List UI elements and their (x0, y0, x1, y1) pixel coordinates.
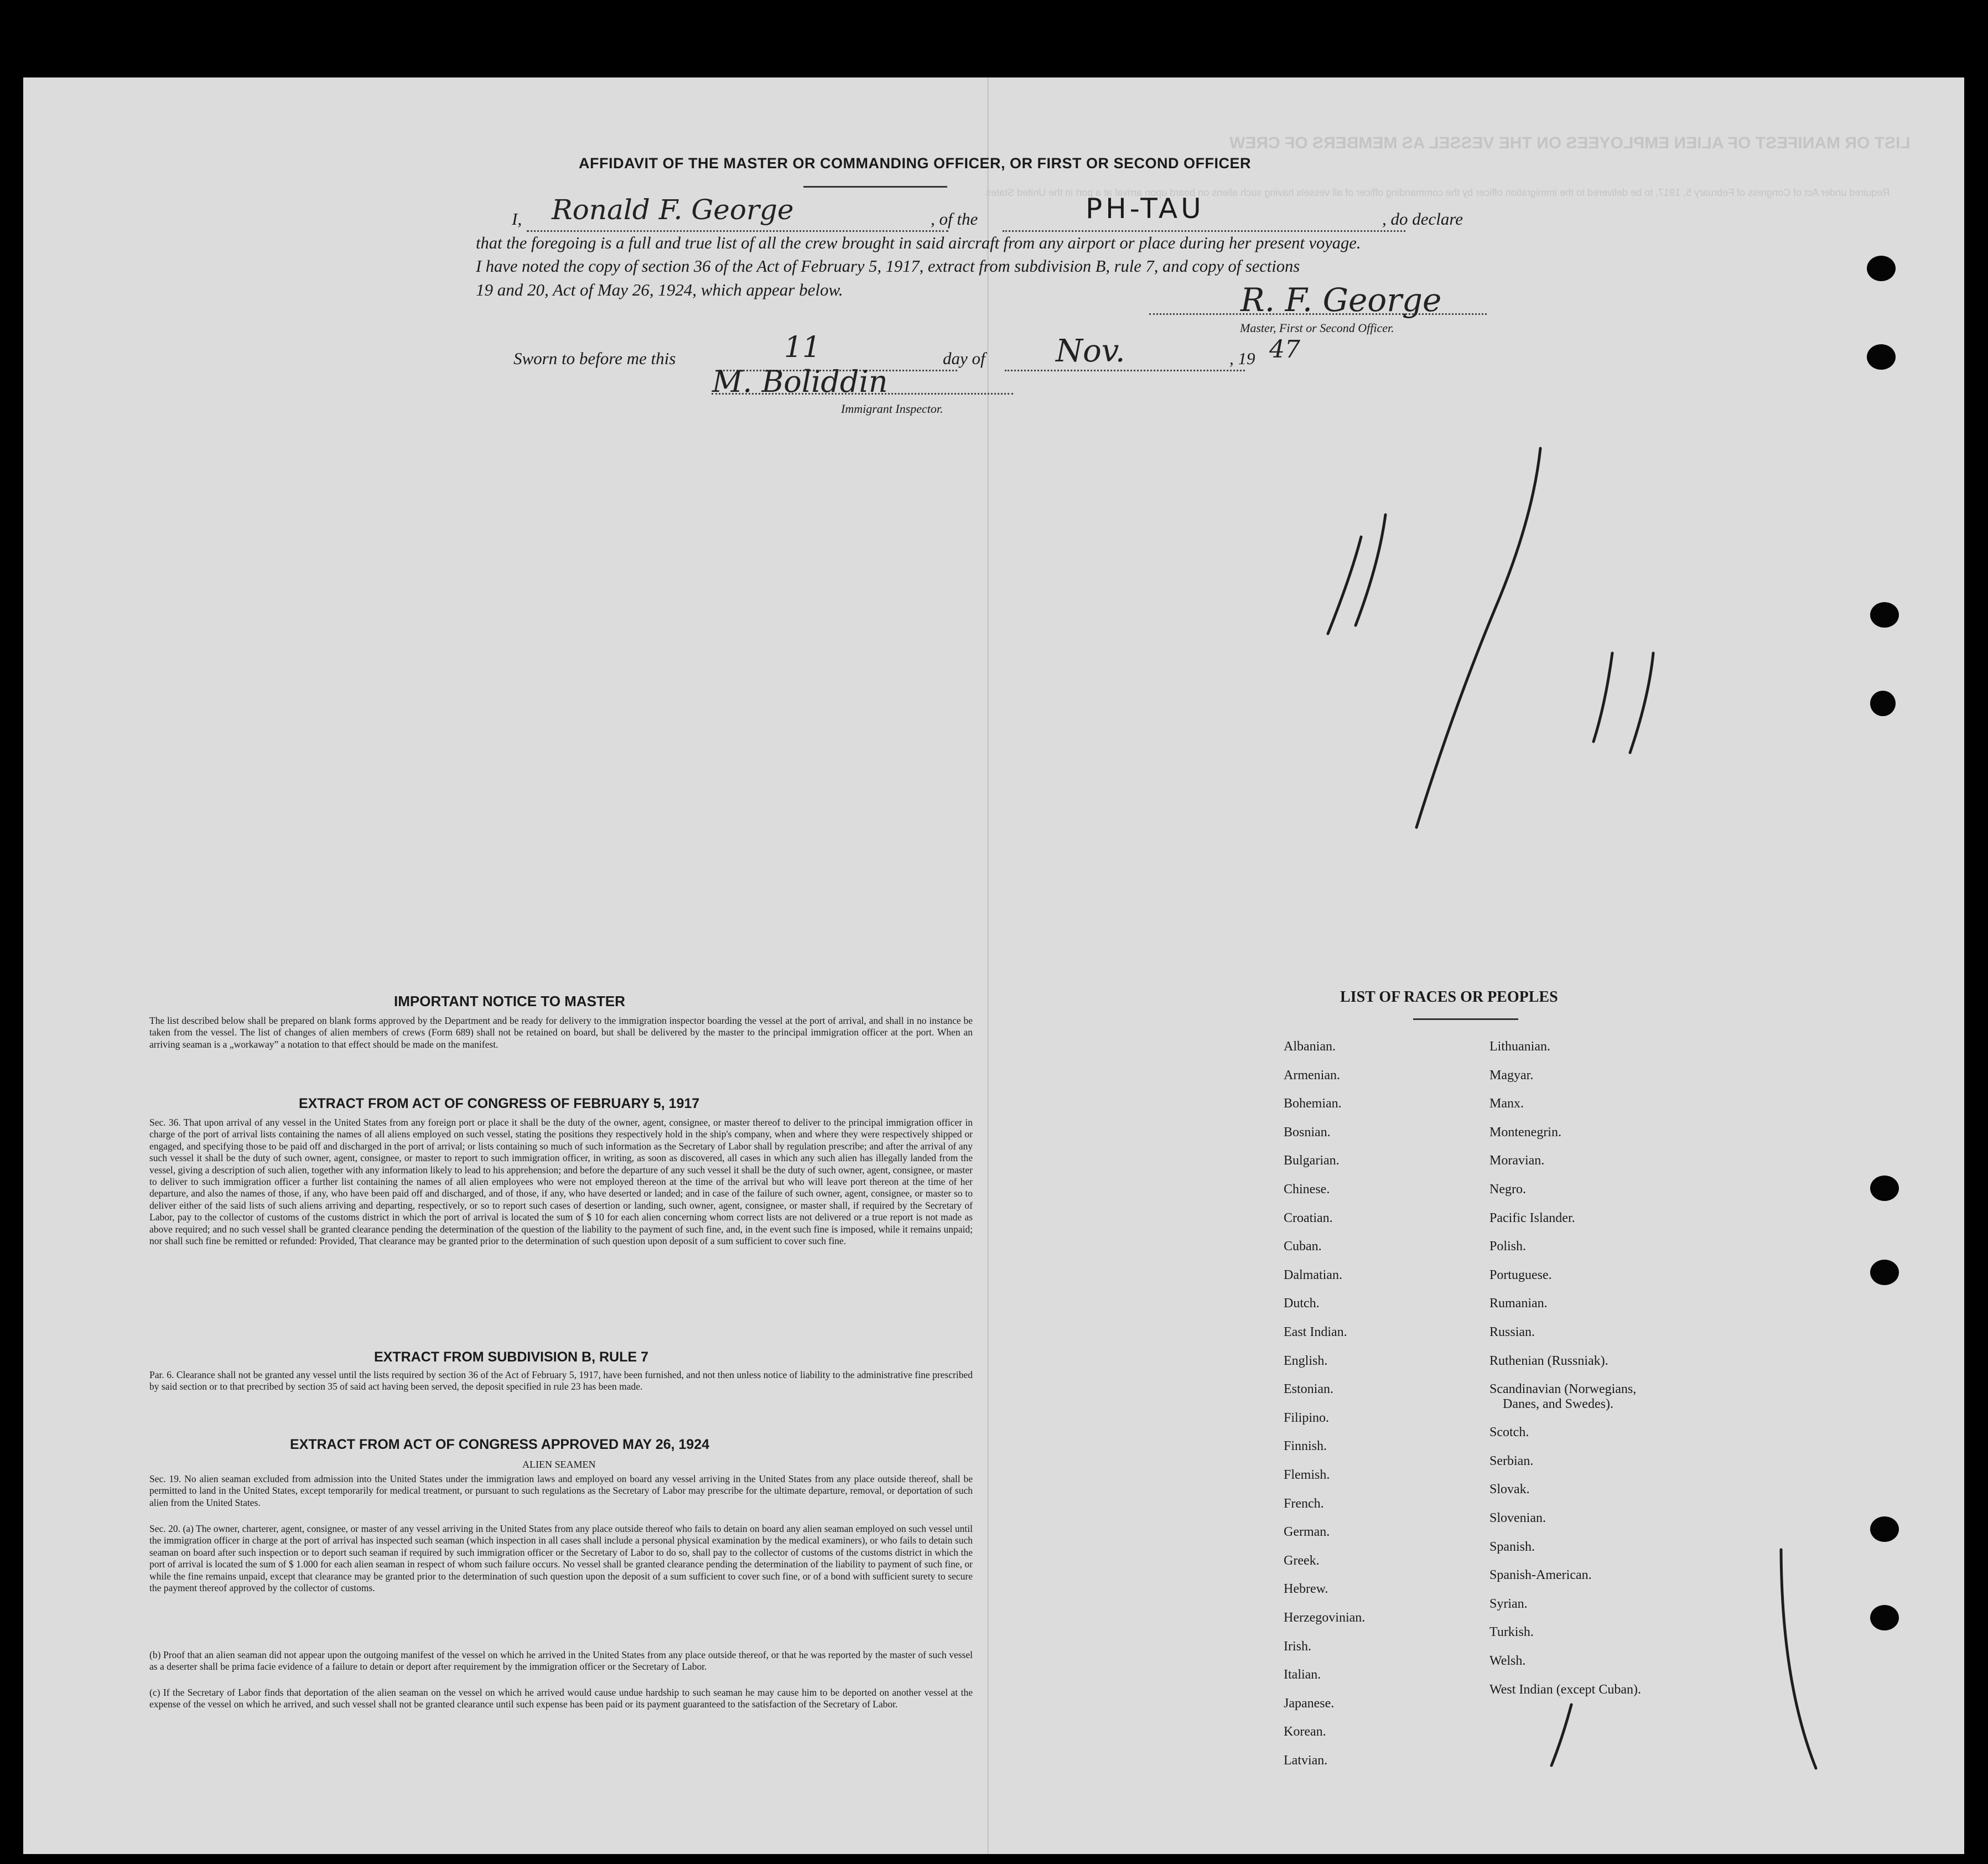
affidavit-line-3: I have noted the copy of section 36 of the Act of February 5, 1917, extract from subdivision B, rule 7, and copy of sections (476, 257, 1300, 276)
race-item: Serbian. (1489, 1453, 1534, 1468)
race-item: Scotch. (1489, 1425, 1529, 1440)
race-item: Armenian. (1284, 1068, 1340, 1083)
affidavit-i-label: I, (512, 209, 522, 229)
race-item: Bulgarian. (1284, 1153, 1340, 1168)
notice-body: The list described below shall be prepared on blank forms approved by the Department and be ready for delivery to the immigration inspector boarding the vessel at the port of arrival, and shall in no instance be taken from the vessel. The list of changes of alien members of crews (Form 689) shall not be retained on board, but shall be delivered by the master to the principal immigration officer at the port. When an arriving seaman is a „workaway” a notation to that effect should be made on the manifest. (149, 1015, 973, 1050)
race-item: Irish. (1284, 1639, 1311, 1654)
master-caption: Master, First or Second Officer. (1240, 321, 1394, 335)
sec-19-text: Sec. 19. No alien seaman excluded from admission into the United States under the immigration laws and employed on board any vessel arriving in the United States from any place outside thereof, shall be permitted to land in the United States, except temporarily for medical treatment, or pursuant to such regulations as the Secretary of Labor may prescribe for the ultimate departure, removal, or deportation of such alien from the United States. (149, 1473, 973, 1508)
race-item: English. (1284, 1353, 1328, 1368)
sworn-month: Nov. (1056, 333, 1125, 369)
race-item: Ruthenian (Russniak). (1489, 1353, 1608, 1368)
master-signature: R. F. George (1240, 281, 1442, 319)
race-item: Flemish. (1284, 1468, 1330, 1482)
race-item: Spanish. (1489, 1539, 1535, 1554)
punch-hole (1870, 1605, 1899, 1630)
race-item: Japanese. (1284, 1696, 1335, 1711)
races-title-rule (1413, 1018, 1518, 1020)
race-item: West Indian (except Cuban). (1489, 1682, 1641, 1697)
race-item: German. (1284, 1525, 1330, 1540)
affidavit-title: AFFIDAVIT OF THE MASTER OR COMMANDING OFFICER, OR FIRST OR SECOND OFFICER (579, 155, 1251, 172)
subdivision-b-title: EXTRACT FROM SUBDIVISION B, RULE 7 (374, 1349, 648, 1365)
race-item: East Indian. (1284, 1325, 1347, 1339)
year-suffix: 47 (1269, 335, 1300, 364)
race-item: Filipino. (1284, 1410, 1330, 1425)
races-title: LIST OF RACES OR PEOPLES (1340, 988, 1558, 1006)
race-item: Montenegrin. (1489, 1125, 1561, 1140)
race-item: Turkish. (1489, 1625, 1534, 1640)
race-item: Bosnian. (1284, 1125, 1331, 1140)
punch-hole (1870, 1260, 1899, 1285)
punch-hole (1867, 344, 1896, 370)
punch-hole (1870, 1176, 1899, 1201)
bleed-through-subheader: Required under Act of Congress of February 5, 1917, to be delivered to the immigration officer by the commanding officer of all vessels having such aliens on board upon arrival at a port in the United States (986, 187, 1890, 198)
race-item: Greek. (1284, 1553, 1320, 1568)
punch-hole (1867, 256, 1896, 281)
race-item: Manx. (1489, 1096, 1524, 1111)
race-item: Spanish-American. (1489, 1568, 1592, 1583)
race-item: Herzegovinian. (1284, 1611, 1366, 1625)
affidavit-line-4: 19 and 20, Act of May 26, 1924, which appear below. (476, 280, 843, 299)
punch-hole (1870, 691, 1896, 716)
race-item: Russian. (1489, 1325, 1535, 1339)
race-item: Finnish. (1284, 1439, 1327, 1454)
document-page (23, 77, 1964, 1854)
race-item: Latvian. (1284, 1753, 1328, 1768)
officer-name-handwritten: Ronald F. George (552, 194, 794, 226)
race-item: Lithuanian. (1489, 1039, 1550, 1054)
race-item: Estonian. (1284, 1382, 1333, 1397)
affidavit-line-2: that the foregoing is a full and true list of all the crew brought in said aircraft from any airport or place during her present voyage. (476, 234, 1361, 252)
punch-hole (1870, 1516, 1899, 1542)
race-item: Moravian. (1489, 1153, 1545, 1168)
year-prefix: , 19 (1229, 349, 1255, 368)
race-item: Polish. (1489, 1239, 1527, 1254)
inspector-signature: M. Boliddin (712, 364, 888, 399)
race-item: Slovenian. (1489, 1511, 1546, 1525)
extract-1917-body: Sec. 36. That upon arrival of any vessel in the United States from any foreign port or place it shall be the duty of the owner, agent, consignee, or master thereof to deliver to the principal immigration officer in charge of the port of arrival lists containing the names of all aliens employed on such vessel, stating the positions they respectively hold in the ship's company, when and where they were respectively shipped or engaged, and specifying those to be paid off and discharged in the port of arrival; or lists containing so much of such information as the Secretary of Labor shall by regulation prescribe; and after the arrival of any such vessel it shall be the duty of such owner, agent, consignee, or master to report to such immigration officer, in writing, as soon as discovered, all cases in which any such alien has illegally landed from the vessel, giving a description of such alien, together with any information likely to lead to his apprehension; and before the departure of any such vessel it shall be the duty of such owner, agent, consignee, or master to deliver to such immigration officer a further list containing the names of all alien employees who were not employed thereon at the time of the arrival but who will leave port thereon at the time of her departure, and also the names of those, if any, who have been paid off and discharged, and of those, if any, who have deserted or landed; and in case of the failure of such owner, agent, consignee, or master so to deliver either of the said lists of such aliens arriving and departing, respectively, or so to report such cases of desertion or landing, such owner, agent, consignee, or master shall, if required by the Secretary of Labor, pay to the collector of customs of the customs district in which the port of arrival is located the sum of $ 10 for each alien concerning whom correct lists are not delivered or a true report is not made as above required; and no such vessel shall be granted clearance pending the determination of the question of the liability to the payment of such fine, and, in the event such fine is imposed, while it remains unpaid; nor shall such fine be remitted or refunded: Provided, That clearance may be granted prior to the determination of such question upon deposit of a sum sufficient to cover such fine. (149, 1117, 973, 1247)
race-item: Negro. (1489, 1182, 1526, 1197)
sworn-day: 11 (784, 331, 821, 364)
race-item: Croatian. (1284, 1210, 1333, 1225)
race-item: Pacific Islander. (1489, 1210, 1575, 1225)
do-declare-label: , do declare (1382, 209, 1463, 229)
race-item: Magyar. (1489, 1068, 1534, 1083)
subdivision-b-body: Par. 6. Clearance shall not be granted any vessel until the lists required by section 36 of the Act of February 5, 1917, have been furnished, and not then unless notice of liability to the administrative fine prescribed by said section or to that precribed by section 35 of said act having been served, the deposit specified in rule 23 has been made. (149, 1369, 973, 1392)
race-item: Slovak. (1489, 1482, 1530, 1497)
race-item: Portuguese. (1489, 1267, 1552, 1282)
race-item: Hebrew. (1284, 1582, 1328, 1597)
sworn-label: Sworn to before me this (513, 349, 676, 368)
race-item: French. (1284, 1496, 1324, 1511)
race-item: Chinese. (1284, 1182, 1330, 1197)
race-item: Bohemian. (1284, 1096, 1342, 1111)
bleed-through-header: LIST OR MANIFEST OF ALIEN EMPLOYEES ON THE VESSEL AS MEMBERS OF CREW (1229, 134, 1911, 152)
extract-1924-subtitle: ALIEN SEAMEN (522, 1459, 596, 1470)
race-item: Scandinavian (Norwegians, Danes, and Swedes). (1489, 1382, 1637, 1412)
race-item: Cuban. (1284, 1239, 1322, 1254)
race-item: Korean. (1284, 1725, 1326, 1739)
extract-1924-title: EXTRACT FROM ACT OF CONGRESS APPROVED MAY 26, 1924 (290, 1437, 710, 1452)
race-item: Italian. (1284, 1668, 1321, 1682)
race-item: Welsh. (1489, 1654, 1526, 1668)
inspector-caption: Immigrant Inspector. (841, 402, 943, 416)
race-item: Dutch. (1284, 1296, 1320, 1311)
extract-1917-title: EXTRACT FROM ACT OF CONGRESS OF FEBRUARY 5, 1917 (299, 1096, 700, 1111)
sec-20b-text: (b) Proof that an alien seaman did not appear upon the outgoing manifest of the vessel on which he arrived in the United States from any place outside thereof, or that he was reported by the master of such vessel as a deserter shall be prima facie evidence of a failure to detain or deport after requirement by the immigration officer or the Secretary of Labor. (149, 1649, 973, 1673)
punch-hole (1870, 602, 1899, 628)
race-item: Dalmatian. (1284, 1267, 1342, 1282)
notice-title: IMPORTANT NOTICE TO MASTER (394, 993, 625, 1009)
race-item: Albanian. (1284, 1039, 1336, 1054)
sec-20c-text: (c) If the Secretary of Labor finds that deportation of the alien seaman on the vessel on which he arrived would cause undue hardship to such seaman he may cause him to be deported on another vessel at the expense of the vessel on which he arrived, and such vessel shall not be granted clearance until such expense has been paid or its payment guaranteed to the satisfaction of the Secretary of Labor. (149, 1687, 973, 1710)
aircraft-handwritten: PH-TAU (1086, 193, 1205, 225)
sec-20a-text: Sec. 20. (a) The owner, charterer, agent, consignee, or master of any vessel arriving in the United States from any place outside thereof who fails to detain on board any alien seaman employed on such vessel until the immigration officer in charge at the port of arrival has inspected such seaman (which inspection in all cases shall include a personal physical examination by the medical examiners), or who fails to detain such seaman on board after such inspection or to deport such seaman if required by such immigration officer or the Secretary of Labor to do so, shall pay to the collector of customs of the customs district in which the port of arrival is located the sum of $ 1.000 for each alien seaman in respect of whom such failure occurs. No vessel shall be granted clearance pending the determination of the liability to payment of such fine, or while the fine remains unpaid, except that clearance may be granted prior to the determination of such question upon the deposit of a sum sufficient to cover such fine, or of a bond with sufficient surety to secure the payment thereof approved by the collector of customs. (149, 1523, 973, 1594)
of-the-label: , of the (931, 209, 978, 229)
day-of-label: day of (943, 349, 985, 368)
race-item: Rumanian. (1489, 1296, 1548, 1311)
race-item: Syrian. (1489, 1596, 1528, 1611)
